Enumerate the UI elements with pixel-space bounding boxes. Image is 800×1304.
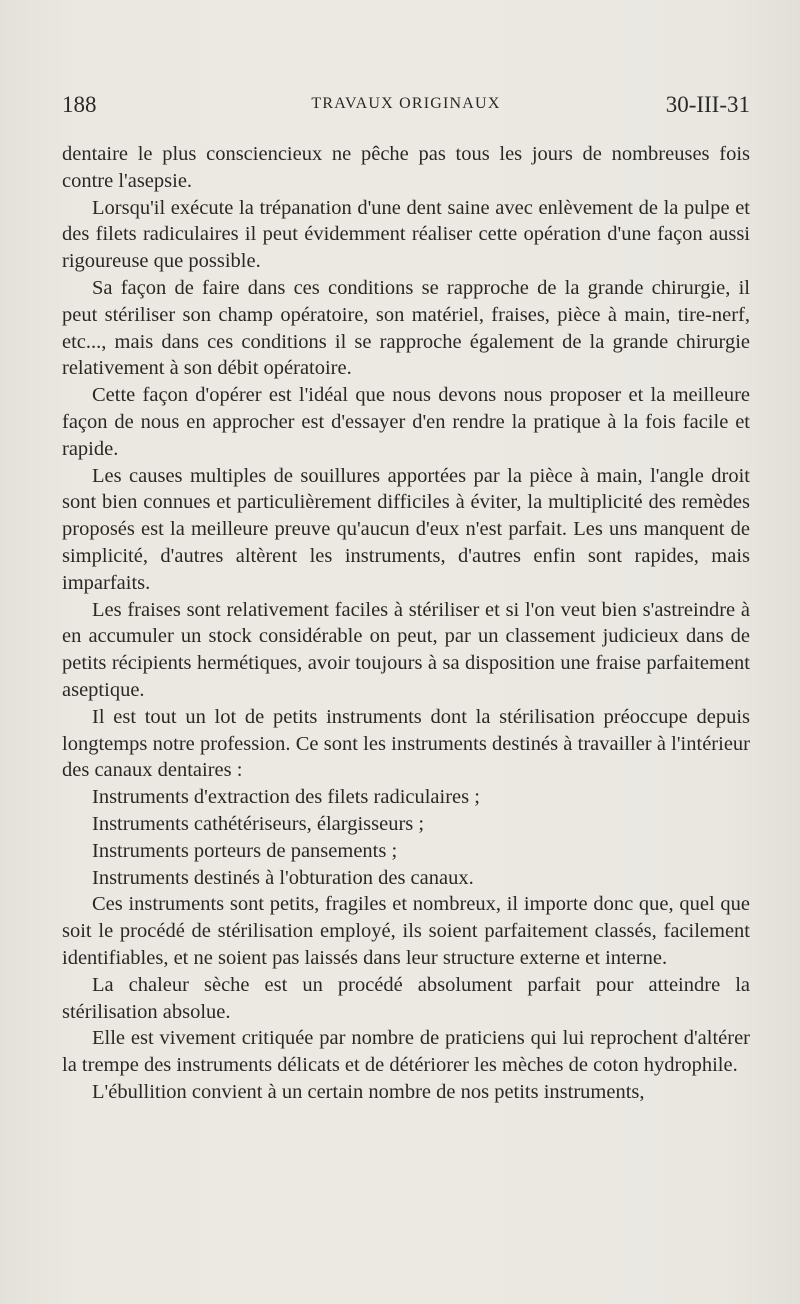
paragraph: Lorsqu'il exécute la trépanation d'une dent saine avec enlèvement de la pulpe et des filets radiculaires il peut évidemment réaliser cette opération d'une façon aussi rigoureuse que possible. [62,196,750,273]
list-item: Instruments destinés à l'obturation des canaux. [92,866,474,889]
list-item: Instruments porteurs de pansements ; [92,839,398,862]
paragraph: La chaleur sèche est un procédé absolument parfait pour atteindre la stérilisation absolue. [62,973,750,1023]
paragraph: Les causes multiples de souillures apportées par la pièce à main, l'angle droit sont bien connues et particulièrement difficiles à éviter, la multiplicité des remèdes proposés est la meilleure preuve qu'aucun d'eux n'est parfait. Les uns manquent de simplicité, d'autres altèrent les instruments, d'autres enfin sont rapides, mais imparfaits. [62,464,750,594]
running-header [62,92,750,122]
page-number: 188 [62,92,97,117]
issue-date: 30-III-31 [665,92,750,117]
paragraph: Il est tout un lot de petits instruments dont la stérilisation préoccupe depuis longtemps notre profession. Ce sont les instruments destinés à travailler à l'intérieur des canaux dentaires : [62,705,750,782]
paragraph: Elle est vivement critiquée par nombre de praticiens qui lui reprochent d'altérer la trempe des instruments délicats et de détériorer les mèches de coton hydrophile. [62,1027,750,1077]
paragraph: L'ébullition convient à un certain nombre de nos petits instruments, [92,1080,645,1103]
body-text [62,141,750,1106]
paragraph: Sa façon de faire dans ces conditions se rapproche de la grande chirurgie, il peut stériliser son champ opératoire, son matériel, fraises, pièce à main, tire-nerf, etc..., mais dans ces conditions il se rapproche également de la grande chirurgie relativement à son débit opératoire. [62,276,750,380]
paragraph: Les fraises sont relativement faciles à stériliser et si l'on veut bien s'astreindre à en accumuler un stock considérable on peut, par un classement judicieux dans de petits récipients hermétiques, avoir toujours à sa disposition une fraise parfaitement aseptique. [62,598,750,701]
list-item: Instruments d'extraction des filets radiculaires ; [92,786,480,809]
paragraph: Ces instruments sont petits, fragiles et nombreux, il importe donc que, quel que soit le procédé de stérilisation employé, ils soient parfaitement classés, facilement identifiables, et ne soient pas laissés dans leur structure externe et interne. [62,893,750,969]
list-item: Instruments cathétériseurs, élargisseurs ; [92,812,425,835]
paragraph: Cette façon d'opérer est l'idéal que nous devons nous proposer et la meilleure façon de nous en approcher est d'essayer d'en rendre la pratique à la fois facile et rapide. [62,384,750,460]
running-title: TRAVAUX ORIGINAUX [311,95,501,112]
paragraph: dentaire le plus consciencieux ne pêche pas tous les jours de nombreuses fois contre l'asepsie. [62,143,750,192]
